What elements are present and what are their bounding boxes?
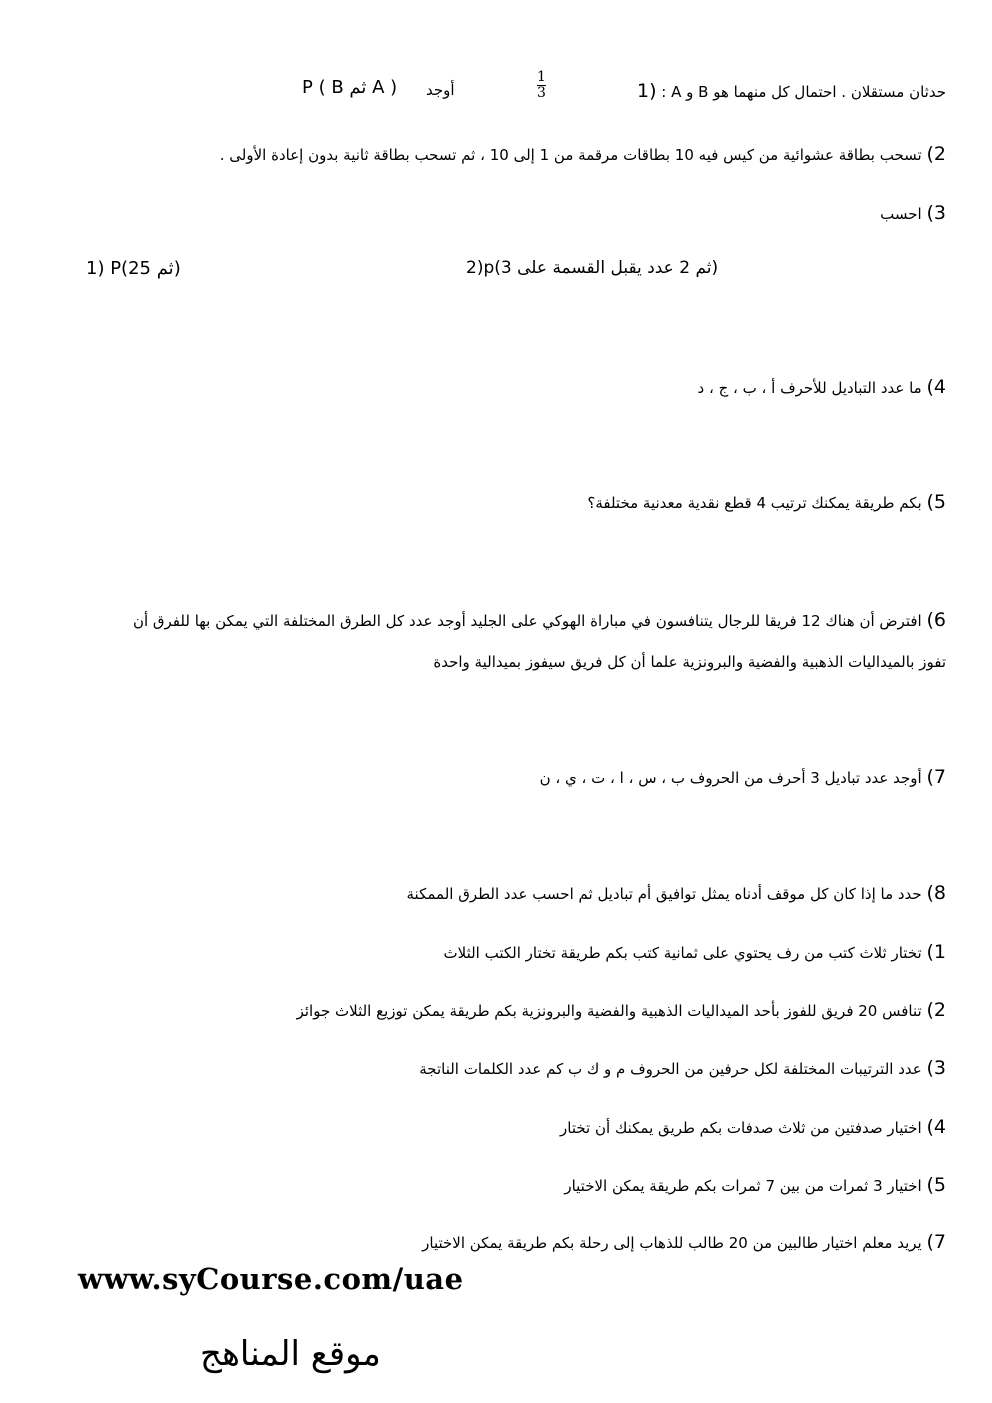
question-text: تفوز بالميداليات الذهبية والفضية والبرونزية علما أن كل فريق سيفوز بميدالية واحدة (433, 653, 946, 671)
question-6-line-2 (433, 652, 946, 673)
sub-item-text: اختيار 3 ثمرات من بين 7 ثمرات بكم طريقة يمكن الاختيار (564, 1177, 922, 1195)
question-number: 1) (637, 80, 657, 102)
question-text: تسحب بطاقة عشوائية من كيس فيه 10 بطاقات مرقمة من 1 إلى 10 ، ثم تسحب بطاقة ثانية بدون إعادة الأولى . (219, 146, 922, 164)
sub-item (422, 1229, 946, 1256)
sub-item-text: اختيار صدفتين من ثلاث صدفات بكم طريق يمكنك أن تختار (560, 1119, 922, 1137)
question-text: حدد ما إذا كان كل موقف أدناه يمثل توافيق أم تباديل ثم احسب عدد الطرق الممكنة (406, 885, 922, 903)
question-text: بكم طريقة يمكنك ترتيب 4 قطع نقدية معدنية مختلفة؟ (587, 494, 922, 512)
sub-item-number: 3) (926, 1057, 946, 1079)
question-number: 7) (926, 766, 946, 788)
question-8 (407, 880, 947, 907)
part-2: 2)p(3 ثم 2 عدد يقبل القسمة على) (466, 258, 719, 278)
fraction-denominator: 3 (537, 85, 546, 102)
question-6-line-1 (133, 607, 946, 634)
fraction (537, 70, 546, 102)
sub-item (419, 1055, 946, 1082)
question-number: 3) (926, 202, 946, 224)
question-text: : A و B حدثان مستقلان . احتمال كل منهما هو (661, 83, 946, 101)
question-7 (540, 764, 946, 791)
question-text: افترض أن هناك 12 فريقا للرجال يتنافسون في مباراة الهوكي على الجليد أوجد عدد كل الطرق المختلفة التي يمكن بها للفرق أن (132, 612, 922, 630)
sub-item-number: 5) (926, 1174, 946, 1196)
question-5 (587, 489, 946, 516)
question-number: 8) (926, 882, 946, 904)
find-label: أوجد (426, 81, 455, 99)
question-4 (698, 374, 946, 401)
part-1: 1) P(2ثم 5) (86, 258, 181, 279)
question-text: أوجد عدد تباديل 3 أحرف من الحروف ب ، س ، ا ، ت ، ي ، ن (539, 769, 922, 787)
question-3 (880, 200, 946, 227)
probability-expression: P ( B ثم A ) (302, 77, 398, 98)
site-url[interactable]: www.syCourse.com/uae (78, 1262, 464, 1296)
question-number: 4) (926, 376, 946, 398)
question-number: 2) (926, 143, 946, 165)
sub-item (560, 1114, 946, 1141)
sub-item (444, 939, 947, 966)
fraction-numerator: 1 (537, 69, 546, 85)
sub-item (297, 997, 946, 1024)
sub-item-number: 7) (926, 1231, 946, 1253)
sub-item-text: يريد معلم اختيار طالبين من 20 طالب للذهاب إلى رحلة بكم طريقة يمكن الاختيار (422, 1234, 922, 1252)
sub-item-text: عدد الترتيبات المختلفة لكل حرفين من الحروف م و ك ب كم عدد الكلمات الناتجة (419, 1060, 922, 1078)
sub-item-number: 1) (926, 941, 946, 963)
brand-name: موقع المناهج (200, 1334, 381, 1374)
sub-item-text: تنافس 20 فريق للفوز بأحد الميداليات الذهبية والفضية والبرونزية بكم طريقة يمكن توزيع الثلاث جوائز (296, 1002, 922, 1020)
sub-item-number: 4) (926, 1116, 946, 1138)
sub-item-text: تختار ثلاث كتب من رف يحتوي على ثمانية كتب بكم طريقة تختار الكتب الثلاث (443, 944, 922, 962)
question-number: 5) (926, 491, 946, 513)
question-1 (637, 78, 946, 105)
sub-item (564, 1172, 946, 1199)
question-number: 6) (926, 609, 946, 631)
question-text: ما عدد التباديل للأحرف أ ، ب ، ج ، د (697, 379, 922, 397)
question-2 (220, 141, 946, 168)
sub-item-number: 2) (926, 999, 946, 1021)
question-text: احسب (880, 205, 922, 223)
